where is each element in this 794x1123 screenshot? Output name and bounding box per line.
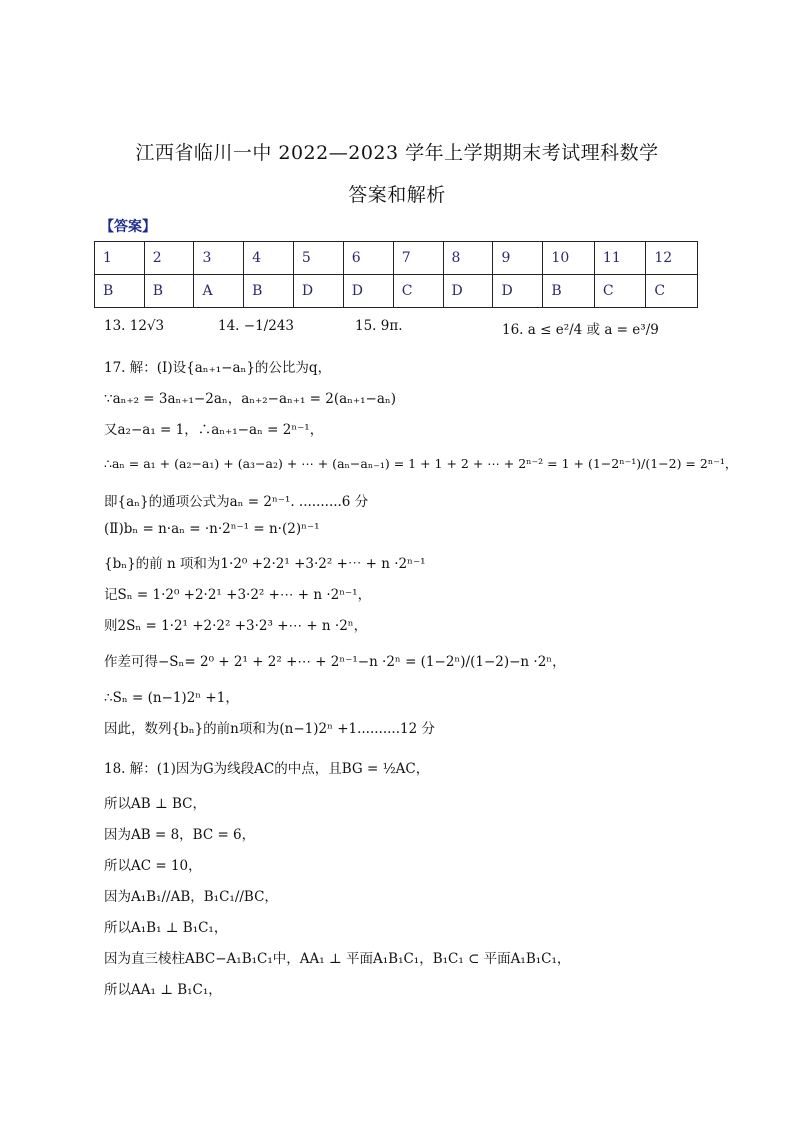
solution-17-line: ∵aₙ₊₂ = 3aₙ₊₁−2aₙ，aₙ₊₂−aₙ₊₁ = 2(aₙ₊₁−aₙ) (104, 391, 397, 407)
solution-17-line: (Ⅱ)bₙ = n·aₙ = ·n·2ⁿ⁻¹ = n·(2)ⁿ⁻¹ (104, 521, 320, 537)
q16-label: 16. (502, 322, 524, 338)
q15-label: 15. (355, 318, 377, 334)
question-number: 1 (95, 242, 145, 275)
solution-17-line: ∴Sₙ = (n−1)2ⁿ +1， (104, 690, 239, 706)
question-number: 5 (293, 242, 343, 275)
question-number: 11 (594, 242, 645, 275)
question-number: 4 (244, 242, 294, 275)
solution-18-line: 所以AA₁ ⊥ B₁C₁， (104, 982, 222, 998)
q14-label: 14. (218, 318, 240, 334)
answer-choice: B (543, 275, 594, 308)
solution-18-line: 18. 解：(1)因为G为线段AC的中点，且BG = ½AC， (104, 761, 430, 777)
question-number: 12 (646, 242, 698, 275)
fill-in-13 (104, 318, 164, 334)
solution-17-line: 作差可得−Sₙ= 2⁰ + 2¹ + 2² +⋯ + 2ⁿ⁻¹−n ·2ⁿ = (1−2ⁿ)/(1−2)−n ·2ⁿ， (104, 654, 566, 670)
fill-in-15 (355, 318, 403, 334)
q16-value: a ≤ e²/4 或 a = e³/9 (527, 322, 659, 338)
fill-in-14 (218, 318, 294, 334)
solution-18-line: 所以AC = 10， (104, 858, 202, 874)
page-title: 江西省临川一中 2022—2023 学年上学期期末考试理科数学 (135, 142, 659, 164)
answer-choice: A (194, 275, 244, 308)
fill-in-16 (502, 318, 659, 338)
solution-18-line: 所以A₁B₁ ⊥ B₁C₁， (104, 920, 228, 936)
solution-18-line: 因为直三棱柱ABC−A₁B₁C₁中，AA₁ ⊥ 平面A₁B₁C₁，B₁C₁ ⊂ 平面A₁B₁C₁， (104, 951, 571, 967)
answer-choice: C (646, 275, 698, 308)
solution-17-line: 因此，数列{bₙ}的前n项和为(n−1)2ⁿ +1..........12 分 (104, 721, 435, 737)
solution-18-line: 因为AB = 8，BC = 6， (104, 827, 256, 843)
answer-choice: B (244, 275, 294, 308)
solution-17-line: 又a₂−a₁ = 1，∴aₙ₊₁−aₙ = 2ⁿ⁻¹， (104, 422, 324, 438)
answer-table-row-answers (95, 275, 698, 308)
question-number: 9 (493, 242, 543, 275)
q15-value: 9π. (380, 318, 403, 334)
solution-17-line: ∴aₙ = a₁ + (a₂−a₁) + (a₃−a₂) + ⋯ + (aₙ−aₙ₋₁) = 1 + 1 + 2 + ⋯ + 2ⁿ⁻² = 1 + (1−2ⁿ⁻¹)/(1−2) = 2ⁿ⁻¹， (104, 456, 738, 471)
solution-17-line: {bₙ}的前 n 项和为1·2⁰ +2·2¹ +3·2² +⋯ + n ·2ⁿ⁻¹ (104, 556, 426, 572)
answer-section-tag: 【答案】 (100, 219, 156, 235)
q14-value: −1/243 (243, 318, 294, 334)
answer-table (94, 241, 698, 308)
answer-choice: D (443, 275, 493, 308)
question-number: 8 (443, 242, 493, 275)
answer-choice: C (594, 275, 645, 308)
question-number: 3 (194, 242, 244, 275)
page-subtitle: 答案和解析 (348, 184, 446, 206)
answer-table-row-numbers (95, 242, 698, 275)
answer-choice: D (343, 275, 393, 308)
question-number: 10 (543, 242, 594, 275)
answer-choice: C (393, 275, 443, 308)
question-number: 6 (343, 242, 393, 275)
q13-label: 13. (104, 318, 126, 334)
solution-17-line: 17. 解：(I)设{aₙ₊₁−aₙ}的公比为q， (104, 360, 332, 376)
solution-17-line: 即{aₙ}的通项公式为aₙ = 2ⁿ⁻¹. ..........6 分 (104, 494, 369, 510)
answer-choice: B (144, 275, 194, 308)
q13-value: 12√3 (129, 318, 165, 334)
answer-choice: B (95, 275, 145, 308)
solution-18-line: 因为A₁B₁//AB，B₁C₁//BC， (104, 889, 278, 905)
solution-17-line: 则2Sₙ = 1·2¹ +2·2² +3·2³ +⋯ + n ·2ⁿ， (104, 618, 368, 634)
question-number: 2 (144, 242, 194, 275)
solution-18-line: 所以AB ⊥ BC， (104, 796, 206, 812)
answer-choice: D (293, 275, 343, 308)
answer-choice: D (493, 275, 543, 308)
solution-17-line: 记Sₙ = 1·2⁰ +2·2¹ +3·2² +⋯ + n ·2ⁿ⁻¹， (104, 587, 372, 603)
question-number: 7 (393, 242, 443, 275)
